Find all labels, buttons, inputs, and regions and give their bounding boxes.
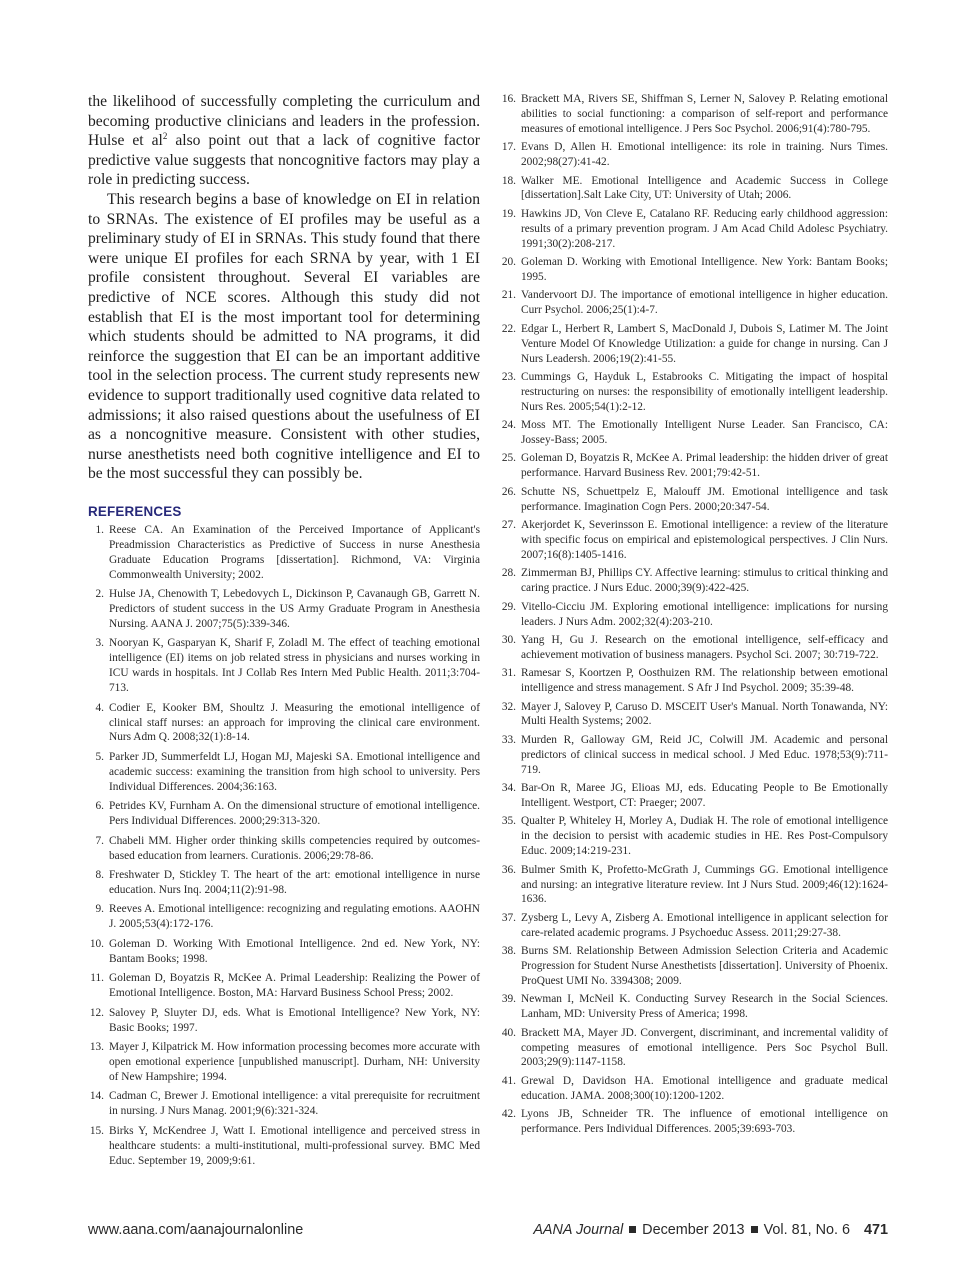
reference-number: 39. [501,993,516,1006]
reference-text: Edgar L, Herbert R, Lambert S, MacDonald J, Dubois S, Latimer M. The Joint Venture Model Of Knowledge Utilization: a guide for change in nursing. Can J Nurs Leadersh. 2006;19(2):41-55. [521,322,888,365]
reference-number: 28. [501,567,516,580]
reference-number: 40. [501,1026,516,1039]
reference-item [88,902,480,932]
body-paragraph-1 [88,92,480,190]
reference-item [88,523,480,583]
reference-item [500,814,888,859]
reference-text: Grewal D, Davidson HA. Emotional intelligence and graduate medical education. JAMA. 2008;300(10):1200-1202. [521,1074,888,1102]
reference-item [88,1006,480,1036]
reference-item [500,1074,888,1104]
reference-item [88,1124,480,1169]
separator-square-icon [751,1226,758,1233]
reference-number: 20. [501,256,516,269]
reference-number: 17. [501,141,516,154]
reference-number: 8. [95,869,104,882]
reference-number: 13. [89,1041,104,1054]
reference-item [500,418,888,448]
reference-number: 12. [89,1006,104,1019]
reference-text: Brackett MA, Rivers SE, Shiffman S, Lerner N, Salovey P. Relating emotional abilities to social functioning: a comparison of self-report and performance measures of emotional intelligence. J Pers Soc Psychol. 2006;91(4):780-795. [521,93,888,135]
reference-text: Goleman D. Working with Emotional Intelligence. New York: Bantam Books; 1995. [521,256,888,283]
reference-text: Yang H, Gu J. Research on the emotional intelligence, self-efficacy and achievement motivation of business managers. Psychol Sci. 2007; 30:719-722. [521,633,888,661]
reference-text: Zysberg L, Levy A, Zisberg A. Emotional intelligence in applicant selection for care-related academic programs. J Psychoeduc Assess. 2011;29:27-38. [521,911,888,939]
reference-text: Chabeli MM. Higher order thinking skills competencies required by outcomes-based education from learners. Curationis. 2006;29:78-86. [109,834,480,862]
reference-number: 21. [501,289,516,302]
reference-text: Brackett MA, Mayer JD. Convergent, discriminant, and incremental validity of competing measures of emotional intelligence. Pers Soc Psychol Bull. 2003;29(9):1147-1158. [521,1026,888,1069]
reference-item [88,636,480,696]
reference-text: Bulmer Smith K, Profetto-McGrath J, Cummings GG. Emotional intelligence and nursing: an integrative literature review. Int J Nurs Stud. 2009;46(12):1624-1636. [521,863,888,906]
reference-text: Moss MT. The Emotionally Intelligent Nurse Leader. San Francisco, CA: Jossey-Bass; 2005. [521,419,888,447]
reference-number: 42. [501,1108,516,1121]
reference-text: Evans D, Allen H. Emotional intelligence: its role in training. Nurs Times. 2002;98(27):41-42. [521,141,888,169]
reference-number: 16. [501,93,516,105]
footer-citation [533,1222,888,1238]
reference-text: Reese CA. An Examination of the Perceived Importance of Applicant's Preadmission Characteristics as Predictive of Success in nurse Anesthesia Graduate Education Programs [dissertation]. Richmond, VA: Virginia Commonwealth University; 2002. [109,523,480,581]
reference-number: 33. [501,733,516,746]
references-list-right [500,92,888,1137]
reference-text: Schutte NS, Schuettpelz E, Malouff JM. Emotional intelligence and task performance. Imagination Cogn Pers. 2000;20:347-54. [521,485,888,513]
reference-item [500,733,888,778]
reference-text: Petrides KV, Furnham A. On the dimensional structure of emotional intelligence. Pers Individual Differences. 2000;29:313-320. [109,800,480,828]
reference-item [500,174,888,204]
reference-item [500,1107,888,1137]
reference-number: 5. [95,750,104,763]
reference-number: 34. [501,782,516,795]
reference-number: 36. [501,863,516,876]
left-column [88,92,480,1173]
reference-item [88,701,480,746]
reference-text: Parker JD, Summerfeldt LJ, Hogan MJ, Majeski SA. Emotional intelligence and academic success: examining the transition from high school to university. Pers Individual Differences. 2004;36:163. [109,750,480,793]
reference-item [500,992,888,1022]
reference-item [500,322,888,367]
citation-superscript: 2 [162,131,168,142]
reference-item [500,700,888,730]
reference-text: Mayer J, Kilpatrick M. How information processing becomes more accurate with open emotional experience [unpublished manuscript]. Durham, NH: University of New Hampshire; 1994. [109,1041,480,1083]
reference-item [500,911,888,941]
reference-text: Goleman D, Boyatzis R, McKee A. Primal leadership: the hidden driver of great performance. Harvard Business Rev. 2001;79:42-51. [521,452,888,480]
reference-item [500,140,888,170]
reference-text: Vandervoort DJ. The importance of emotional intelligence in higher education. Curr Psychol. 2006;25(1):4-7. [521,289,888,317]
reference-text: Goleman D, Boyatzis R, McKee A. Primal Leadership: Realizing the Power of Emotional Intelligence. Boston, MA: Harvard Business School Press; 2002. [109,972,480,1000]
reference-item [500,370,888,415]
reference-number: 32. [501,700,516,713]
reference-number: 41. [501,1074,516,1087]
reference-text: Walker ME. Emotional Intelligence and Academic Success in College [dissertation].Salt Lake City, UT: University of Utah; 2006. [521,174,888,202]
reference-text: Qualter P, Whiteley H, Morley A, Dudiak H. The role of emotional intelligence in the decision to persist with academic studies in HE. Res Post-Compulsory Educ. 2009;14:219-231. [521,815,888,858]
reference-item [500,451,888,481]
reference-item [500,633,888,663]
reference-item [500,944,888,989]
volume-issue: Vol. 81, No. 6 [763,1222,850,1238]
reference-item [500,600,888,630]
reference-item [500,485,888,515]
page-footer [88,1222,888,1244]
journal-url-link[interactable]: www.aana.com/aanajournalonline [88,1222,304,1238]
references-list-left [88,523,480,1169]
reference-text: Birks Y, McKendree J, Watt I. Emotional intelligence and perceived stress in healthcare students: a multi-institutional, multi-professional survey. BMC Med Educ. September 19, 2009;9:61. [109,1124,480,1167]
reference-text: Vitello-Cicciu JM. Exploring emotional intelligence: implications for nursing leaders. J Nurs Adm. 2002;32(4):203-210. [521,600,888,628]
reference-number: 15. [89,1124,104,1137]
reference-text: Codier E, Kooker BM, Shoultz J. Measuring the emotional intelligence of clinical staff nurses: an approach for improving the clinical care environment. Nurs Adm Q. 2008;32(1):8-14. [109,701,480,744]
reference-item [500,255,888,285]
reference-text: Akerjordet K, Severinsson E. Emotional intelligence: a review of the literature with specific focus on empirical and epistemological perspectives. J Clin Nurs. 2007;16(8):1405-1416. [521,519,888,561]
reference-number: 26. [501,485,516,498]
reference-number: 1. [95,523,104,536]
reference-text: Cadman C, Brewer J. Emotional intelligence: a vital prerequisite for recruitment in nursing. J Nurs Manag. 2001;9(6):321-324. [109,1090,480,1118]
reference-item [500,666,888,696]
reference-number: 3. [95,637,104,650]
reference-item [500,92,888,137]
reference-item [500,518,888,563]
reference-number: 22. [501,322,516,335]
reference-item [500,207,888,252]
reference-number: 30. [501,633,516,646]
references-heading: REFERENCES [88,503,182,519]
reference-text: Hulse JA, Chenowith T, Lebedovych L, Dickinson P, Cavanaugh GB, Garrett N. Predictors of student success in the US Army Graduate Program in Anesthesia Nursing. AANA J. 2007;75(5):339-346. [109,588,480,630]
reference-item [88,971,480,1001]
reference-number: 18. [501,174,516,187]
reference-item [500,566,888,596]
reference-number: 25. [501,452,516,465]
paragraph-text: the likelihood of successfully completing the curriculum and becoming productive clinicians and leaders in the profession. Hulse et al [88,93,480,150]
reference-text: Newman I, McNeil K. Conducting Survey Research in the Social Sciences. Lanham, MD: University Press of America; 1998. [521,993,888,1021]
reference-item [88,937,480,967]
reference-number: 7. [95,834,104,847]
reference-item [88,587,480,632]
reference-item [88,750,480,795]
reference-number: 10. [89,937,104,950]
reference-number: 4. [95,701,104,714]
issue-date: December 2013 [642,1222,745,1238]
reference-text: Ramesar S, Koortzen P, Oosthuizen RM. The relationship between emotional intelligence and stress management. S Afr J Ind Psychol. 2009; 35:39-48. [521,667,888,695]
reference-text: Murden R, Galloway GM, Reid JC, Colwill JM. Academic and personal predictors of clinical success in medical school. J Med Educ. 1978;53(9):711-719. [521,733,888,776]
reference-text: Mayer J, Salovey P, Caruso D. MSCEIT User's Manual. North Tonawanda, NY: Multi Health Systems; 2002. [521,700,888,728]
reference-text: Nooryan K, Gasparyan K, Sharif F, Zoladl M. The effect of teaching emotional intelligence (EI) items on job related stress in physicians and nurses working in ICU wards in hospitals. Int J Collab Res Intern Med Public Health. 2011;3:704-713. [109,637,480,695]
reference-text: Goleman D. Working With Emotional Intelligence. 2nd ed. New York, NY: Bantam Books; 1998. [109,937,480,965]
reference-text: Freshwater D, Stickley T. The heart of the art: emotional intelligence in nurse education. Nurs Inq. 2004;11(2):91-98. [109,869,480,896]
reference-item [88,834,480,864]
reference-item [88,868,480,898]
reference-text: Bar-On R, Maree JG, Elioas MJ, eds. Educating People to Be Emotionally Intelligent. Westport, CT: Praeger; 2007. [521,782,888,809]
reference-number: 6. [95,800,104,813]
reference-item [500,288,888,318]
reference-number: 19. [501,207,516,220]
reference-item [500,781,888,811]
reference-number: 24. [501,419,516,432]
reference-text: Burns SM. Relationship Between Admission Selection Criteria and Academic Progression for Student Nurse Anesthetists [dissertation]. University of Phoenix. ProQuest UMI No. 3394308; 2009. [521,945,888,987]
body-paragraph-2: This research begins a base of knowledge on EI in relation to SRNAs. The existence of EI profiles may be useful as a preliminary study of EI in SRNAs. This study found that there were unique EI profiles for each SRNA by year, with 1 EI profile consistent throughout. Several EI variables are predictive of NCE scores. Although this study did not establish that EI is the most important tool for determining which students should be admitted to NA programs, it did reinforce the suggestion that EI can be an important additive tool in the selection process. The current study represents new evidence to support traditionally used cognitive data related to admissions; it also raised questions about the usefulness of EI as a noncognitive measure. Consistent with other studies, nurse anesthetists need both cognitive intelligence and EI to be the most successful they can possibly be. [88,190,480,483]
reference-text: Hawkins JD, Von Cleve E, Catalano RF. Reducing early childhood aggression: results of a primary prevention program. J Am Acad Child Adolesc Psychiatry. 1991;30(2):208-217. [521,207,888,250]
journal-name: AANA Journal [533,1222,624,1238]
reference-number: 14. [89,1090,104,1103]
reference-number: 31. [501,667,516,680]
reference-item [88,1040,480,1085]
reference-number: 29. [501,600,516,613]
reference-number: 38. [501,945,516,958]
reference-item [88,799,480,829]
reference-text: Zimmerman BJ, Phillips CY. Affective learning: stimulus to critical thinking and caring practice. J Nurs Educ. 2000;39(9):422-425. [521,567,888,595]
reference-item [500,1026,888,1071]
paragraph-text: also point out that a lack of cognitive factor predictive value suggests that noncognitive factors may play a role in predicting success. [88,132,481,189]
reference-number: 2. [95,588,104,601]
reference-item [88,1089,480,1119]
separator-square-icon [629,1226,636,1233]
reference-number: 37. [501,911,516,924]
reference-text: Salovey P, Sluyter DJ, eds. What is Emotional Intelligence? New York, NY: Basic Books; 1997. [109,1006,480,1034]
reference-text: Reeves A. Emotional intelligence: recognizing and regulating emotions. AAOHN J. 2005;53(4):172-176. [109,903,480,931]
reference-text: Lyons JB, Schneider TR. The influence of emotional intelligence on performance. Pers Individual Differences. 2005;39:693-703. [521,1108,888,1136]
reference-number: 27. [501,519,516,532]
reference-number: 11. [90,972,104,985]
reference-text: Cummings G, Hayduk L, Estabrooks C. Mitigating the impact of hospital restructuring on nurses: the responsibility of emotionally intelligent leadership. Nurs Res. 2005;54(1):2-12. [521,370,888,413]
right-column [500,92,888,1141]
page-number: 471 [863,1222,888,1238]
reference-item [500,863,888,908]
reference-number: 35. [501,815,516,828]
reference-number: 9. [95,903,104,916]
reference-number: 23. [501,370,516,383]
